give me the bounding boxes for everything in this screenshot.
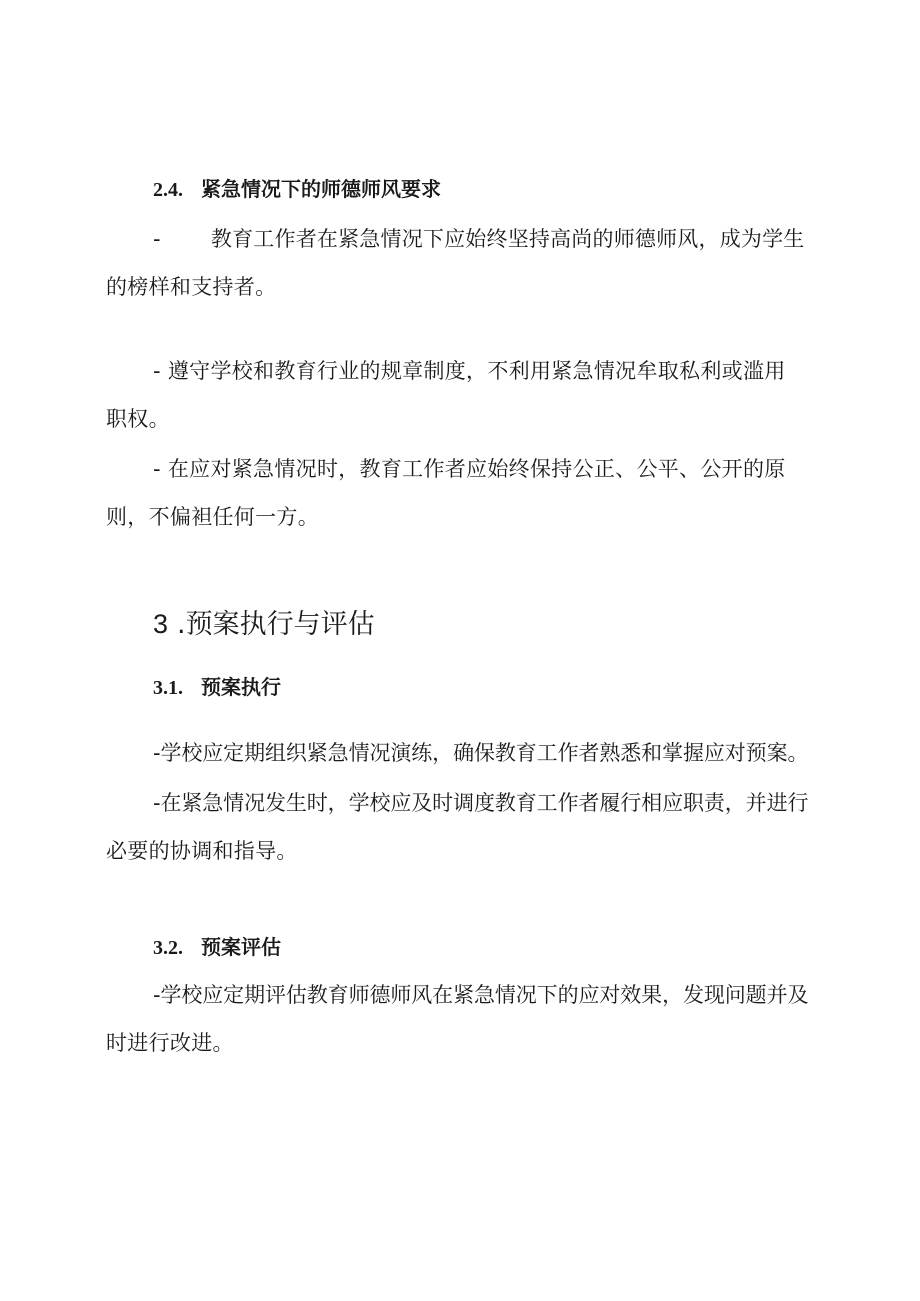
section-2-4-p3-line1: - 在应对紧急情况时，教育工作者应始终保持公正、公平、公开的原 — [153, 457, 786, 481]
section-3-1-number: 3.1. — [153, 677, 183, 699]
section-3-1-p1-line1: -学校应定期组织紧急情况演练，确保教育工作者熟悉和掌握应对预案。 — [153, 741, 809, 765]
section-3-2-p1-line2: 时进行改进。 — [106, 1031, 234, 1055]
section-3-2-title: 预案评估 — [201, 935, 281, 959]
section-3-1-heading — [153, 672, 281, 703]
section-3-title: .预案执行与评估 — [177, 609, 375, 640]
section-2-4-title: 紧急情况下的师德师风要求 — [201, 177, 441, 201]
section-3-heading — [153, 606, 375, 643]
section-3-1-p2-line2: 必要的协调和指导。 — [106, 839, 298, 863]
section-2-4-heading — [153, 174, 441, 205]
list-dash: - — [153, 227, 161, 251]
section-2-4-p3-line2: 则，不偏袒任何一方。 — [106, 505, 319, 529]
section-2-4-p2-line2: 职权。 — [106, 407, 170, 431]
section-3-1-p2-line1: -在紧急情况发生时，学校应及时调度教育工作者履行相应职责，并进行 — [153, 791, 809, 815]
paragraph-text: 教育工作者在紧急情况下应始终坚持高尚的师德师风，成为学生 — [210, 227, 805, 251]
section-3-2-heading — [153, 932, 281, 963]
section-2-4-p2-line1: - 遵守学校和教育行业的规章制度，不利用紧急情况牟取私利或滥用 — [153, 359, 786, 383]
section-2-4-p1-line1 — [153, 224, 826, 254]
section-2-4-p1-line2: 的榜样和支持者。 — [106, 275, 277, 299]
section-3-number: 3 — [153, 609, 169, 639]
section-2-4-number: 2.4. — [153, 179, 183, 201]
section-3-2-number: 3.2. — [153, 937, 183, 959]
section-3-1-title: 预案执行 — [201, 675, 281, 699]
section-3-2-p1-line1: -学校应定期评估教育师德师风在紧急情况下的应对效果，发现问题并及 — [153, 983, 809, 1007]
